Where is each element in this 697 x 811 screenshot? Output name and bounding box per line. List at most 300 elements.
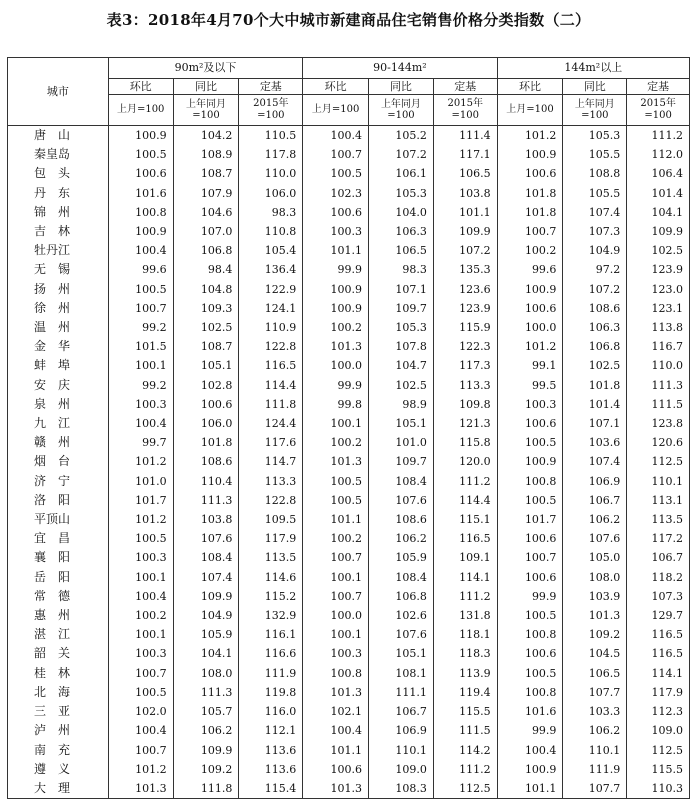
index-value-cell: 101.3 bbox=[563, 606, 627, 625]
table-row bbox=[8, 241, 690, 260]
index-value-cell: 116.7 bbox=[627, 337, 690, 356]
index-value-cell: 100.9 bbox=[497, 280, 563, 299]
index-value-cell: 104.0 bbox=[369, 203, 434, 222]
index-value-cell: 112.0 bbox=[627, 145, 690, 164]
city-name-cell: 包 头 bbox=[8, 164, 109, 183]
index-value-cell: 113.6 bbox=[239, 760, 303, 779]
metric-header: 同比 bbox=[173, 79, 239, 95]
city-name-cell: 丹 东 bbox=[8, 184, 109, 203]
index-value-cell: 107.6 bbox=[369, 625, 434, 644]
table-row bbox=[8, 318, 690, 337]
index-value-cell: 122.8 bbox=[239, 337, 303, 356]
index-value-cell: 108.0 bbox=[563, 568, 627, 587]
index-value-cell: 102.3 bbox=[303, 184, 369, 203]
index-value-cell: 108.6 bbox=[173, 452, 239, 471]
index-value-cell: 101.0 bbox=[108, 472, 173, 491]
index-value-cell: 111.2 bbox=[433, 760, 497, 779]
index-value-cell: 106.2 bbox=[563, 510, 627, 529]
index-value-cell: 106.2 bbox=[173, 721, 239, 740]
index-value-cell: 105.7 bbox=[173, 702, 239, 721]
table-row bbox=[8, 222, 690, 241]
index-value-cell: 122.3 bbox=[433, 337, 497, 356]
index-value-cell: 106.7 bbox=[627, 548, 690, 567]
index-value-cell: 115.8 bbox=[433, 433, 497, 452]
metric-header: 环比 bbox=[108, 79, 173, 95]
index-value-cell: 108.4 bbox=[369, 472, 434, 491]
index-value-cell: 106.7 bbox=[563, 491, 627, 510]
table-row bbox=[8, 741, 690, 760]
index-value-cell: 100.3 bbox=[303, 222, 369, 241]
index-value-cell: 103.9 bbox=[563, 587, 627, 606]
index-value-cell: 102.5 bbox=[173, 318, 239, 337]
index-value-cell: 104.9 bbox=[173, 606, 239, 625]
index-value-cell: 100.3 bbox=[108, 548, 173, 567]
index-value-cell: 105.9 bbox=[369, 548, 434, 567]
index-value-cell: 109.1 bbox=[433, 548, 497, 567]
index-value-cell: 100.6 bbox=[108, 164, 173, 183]
index-value-cell: 113.3 bbox=[433, 376, 497, 395]
index-value-cell: 100.7 bbox=[303, 145, 369, 164]
base-header: 上月=100 bbox=[303, 95, 369, 126]
index-value-cell: 105.5 bbox=[563, 145, 627, 164]
index-value-cell: 108.9 bbox=[173, 145, 239, 164]
index-value-cell: 101.6 bbox=[497, 702, 563, 721]
index-value-cell: 100.2 bbox=[303, 318, 369, 337]
metric-header: 环比 bbox=[497, 79, 563, 95]
index-value-cell: 123.9 bbox=[433, 299, 497, 318]
index-value-cell: 98.3 bbox=[239, 203, 303, 222]
index-value-cell: 100.4 bbox=[303, 721, 369, 740]
index-value-cell: 104.1 bbox=[627, 203, 690, 222]
index-value-cell: 98.9 bbox=[369, 395, 434, 414]
index-value-cell: 114.1 bbox=[627, 664, 690, 683]
index-value-cell: 113.1 bbox=[627, 491, 690, 510]
group-header-medium: 90-144m² bbox=[303, 58, 497, 79]
city-name-cell: 三 亚 bbox=[8, 702, 109, 721]
index-value-cell: 113.5 bbox=[627, 510, 690, 529]
city-name-cell: 金 华 bbox=[8, 337, 109, 356]
index-value-cell: 105.1 bbox=[173, 356, 239, 375]
index-value-cell: 110.1 bbox=[369, 741, 434, 760]
index-value-cell: 118.2 bbox=[627, 568, 690, 587]
index-value-cell: 100.8 bbox=[497, 472, 563, 491]
index-value-cell: 106.3 bbox=[563, 318, 627, 337]
index-value-cell: 114.4 bbox=[239, 376, 303, 395]
index-value-cell: 110.5 bbox=[239, 126, 303, 146]
table-row bbox=[8, 184, 690, 203]
index-value-cell: 109.7 bbox=[369, 299, 434, 318]
index-value-cell: 100.5 bbox=[303, 472, 369, 491]
index-value-cell: 118.1 bbox=[433, 625, 497, 644]
group-header-small: 90m²及以下 bbox=[108, 58, 302, 79]
city-name-cell: 无 锡 bbox=[8, 260, 109, 279]
index-value-cell: 101.4 bbox=[627, 184, 690, 203]
city-name-cell: 泸 州 bbox=[8, 721, 109, 740]
index-value-cell: 107.7 bbox=[563, 779, 627, 799]
index-value-cell: 100.5 bbox=[108, 145, 173, 164]
index-value-cell: 121.3 bbox=[433, 414, 497, 433]
index-value-cell: 100.3 bbox=[497, 395, 563, 414]
index-value-cell: 100.9 bbox=[303, 280, 369, 299]
index-value-cell: 104.1 bbox=[173, 644, 239, 663]
index-value-cell: 101.7 bbox=[108, 491, 173, 510]
city-name-cell: 九 江 bbox=[8, 414, 109, 433]
index-value-cell: 99.6 bbox=[108, 260, 173, 279]
index-value-cell: 120.0 bbox=[433, 452, 497, 471]
index-value-cell: 109.8 bbox=[433, 395, 497, 414]
index-value-cell: 100.1 bbox=[303, 414, 369, 433]
city-name-cell: 南 充 bbox=[8, 741, 109, 760]
metric-header: 环比 bbox=[303, 79, 369, 95]
table-row bbox=[8, 529, 690, 548]
index-value-cell: 111.3 bbox=[627, 376, 690, 395]
city-name-cell: 吉 林 bbox=[8, 222, 109, 241]
index-value-cell: 100.3 bbox=[108, 644, 173, 663]
index-value-cell: 110.0 bbox=[627, 356, 690, 375]
city-name-cell: 赣 州 bbox=[8, 433, 109, 452]
index-value-cell: 110.3 bbox=[627, 779, 690, 799]
table-row bbox=[8, 568, 690, 587]
index-value-cell: 114.2 bbox=[433, 741, 497, 760]
index-value-cell: 102.6 bbox=[369, 606, 434, 625]
index-value-cell: 108.1 bbox=[369, 664, 434, 683]
index-value-cell: 101.2 bbox=[108, 510, 173, 529]
index-value-cell: 101.3 bbox=[303, 452, 369, 471]
index-value-cell: 113.6 bbox=[239, 741, 303, 760]
index-value-cell: 107.0 bbox=[173, 222, 239, 241]
base-header: 2015年=100 bbox=[627, 95, 690, 126]
index-value-cell: 99.8 bbox=[303, 395, 369, 414]
index-value-cell: 106.5 bbox=[433, 164, 497, 183]
index-value-cell: 100.3 bbox=[108, 395, 173, 414]
index-value-cell: 106.0 bbox=[239, 184, 303, 203]
index-value-cell: 107.1 bbox=[563, 414, 627, 433]
index-value-cell: 111.9 bbox=[239, 664, 303, 683]
index-value-cell: 104.2 bbox=[173, 126, 239, 146]
index-value-cell: 123.6 bbox=[433, 280, 497, 299]
table-row bbox=[8, 126, 690, 146]
index-value-cell: 115.1 bbox=[433, 510, 497, 529]
city-name-cell: 秦皇岛 bbox=[8, 145, 109, 164]
table-row bbox=[8, 491, 690, 510]
index-value-cell: 135.3 bbox=[433, 260, 497, 279]
index-value-cell: 105.4 bbox=[239, 241, 303, 260]
city-name-cell: 桂 林 bbox=[8, 664, 109, 683]
index-value-cell: 99.9 bbox=[303, 260, 369, 279]
index-value-cell: 99.6 bbox=[497, 260, 563, 279]
index-value-cell: 116.5 bbox=[433, 529, 497, 548]
index-value-cell: 101.0 bbox=[369, 433, 434, 452]
table-row bbox=[8, 280, 690, 299]
index-value-cell: 100.5 bbox=[108, 529, 173, 548]
table-row bbox=[8, 452, 690, 471]
base-header: 上年同月=100 bbox=[563, 95, 627, 126]
index-value-cell: 98.3 bbox=[369, 260, 434, 279]
index-value-cell: 111.4 bbox=[433, 126, 497, 146]
index-value-cell: 123.8 bbox=[627, 414, 690, 433]
index-value-cell: 108.6 bbox=[563, 299, 627, 318]
index-value-cell: 132.9 bbox=[239, 606, 303, 625]
index-value-cell: 109.7 bbox=[369, 452, 434, 471]
index-value-cell: 106.3 bbox=[369, 222, 434, 241]
index-value-cell: 124.1 bbox=[239, 299, 303, 318]
index-value-cell: 102.0 bbox=[108, 702, 173, 721]
city-name-cell: 唐 山 bbox=[8, 126, 109, 146]
table-row bbox=[8, 260, 690, 279]
base-header: 2015年=100 bbox=[433, 95, 497, 126]
city-name-cell: 洛 阳 bbox=[8, 491, 109, 510]
index-value-cell: 111.3 bbox=[173, 491, 239, 510]
index-value-cell: 131.8 bbox=[433, 606, 497, 625]
table-row bbox=[8, 779, 690, 799]
base-header: 上月=100 bbox=[497, 95, 563, 126]
index-value-cell: 100.4 bbox=[108, 587, 173, 606]
index-value-cell: 116.1 bbox=[239, 625, 303, 644]
index-value-cell: 100.7 bbox=[497, 222, 563, 241]
table-row bbox=[8, 644, 690, 663]
table-body bbox=[8, 126, 690, 799]
index-value-cell: 115.4 bbox=[239, 779, 303, 799]
index-value-cell: 100.7 bbox=[303, 587, 369, 606]
index-value-cell: 122.9 bbox=[239, 280, 303, 299]
index-value-cell: 108.7 bbox=[173, 164, 239, 183]
table-row bbox=[8, 145, 690, 164]
index-value-cell: 103.8 bbox=[173, 510, 239, 529]
index-value-cell: 101.2 bbox=[497, 337, 563, 356]
index-value-cell: 107.6 bbox=[369, 491, 434, 510]
index-value-cell: 116.5 bbox=[627, 625, 690, 644]
index-value-cell: 115.5 bbox=[433, 702, 497, 721]
index-value-cell: 106.0 bbox=[173, 414, 239, 433]
index-value-cell: 108.0 bbox=[173, 664, 239, 683]
index-value-cell: 105.2 bbox=[369, 126, 434, 146]
index-value-cell: 107.3 bbox=[563, 222, 627, 241]
index-value-cell: 97.2 bbox=[563, 260, 627, 279]
index-value-cell: 111.9 bbox=[563, 760, 627, 779]
index-value-cell: 113.5 bbox=[239, 548, 303, 567]
city-name-cell: 常 德 bbox=[8, 587, 109, 606]
index-value-cell: 100.8 bbox=[497, 683, 563, 702]
table-row bbox=[8, 760, 690, 779]
index-value-cell: 101.7 bbox=[497, 510, 563, 529]
index-value-cell: 102.5 bbox=[369, 376, 434, 395]
index-value-cell: 101.8 bbox=[563, 376, 627, 395]
index-value-cell: 105.3 bbox=[369, 184, 434, 203]
index-value-cell: 106.8 bbox=[369, 587, 434, 606]
index-value-cell: 107.4 bbox=[563, 452, 627, 471]
table-row bbox=[8, 433, 690, 452]
index-value-cell: 100.4 bbox=[303, 126, 369, 146]
index-value-cell: 100.1 bbox=[303, 568, 369, 587]
index-value-cell: 99.2 bbox=[108, 376, 173, 395]
index-value-cell: 99.9 bbox=[497, 587, 563, 606]
index-value-cell: 123.9 bbox=[627, 260, 690, 279]
index-value-cell: 108.4 bbox=[369, 568, 434, 587]
index-value-cell: 112.1 bbox=[239, 721, 303, 740]
index-value-cell: 99.1 bbox=[497, 356, 563, 375]
index-value-cell: 107.2 bbox=[369, 145, 434, 164]
city-name-cell: 蚌 埠 bbox=[8, 356, 109, 375]
index-value-cell: 111.2 bbox=[433, 472, 497, 491]
index-value-cell: 117.6 bbox=[239, 433, 303, 452]
index-value-cell: 100.7 bbox=[303, 548, 369, 567]
group-header-large: 144m²以上 bbox=[497, 58, 689, 79]
index-value-cell: 100.7 bbox=[497, 548, 563, 567]
city-name-cell: 遵 义 bbox=[8, 760, 109, 779]
index-value-cell: 106.2 bbox=[563, 721, 627, 740]
index-value-cell: 101.1 bbox=[497, 779, 563, 799]
index-value-cell: 106.9 bbox=[369, 721, 434, 740]
city-name-cell: 湛 江 bbox=[8, 625, 109, 644]
index-value-cell: 98.4 bbox=[173, 260, 239, 279]
index-value-cell: 115.5 bbox=[627, 760, 690, 779]
index-value-cell: 99.2 bbox=[108, 318, 173, 337]
index-value-cell: 109.0 bbox=[369, 760, 434, 779]
index-value-cell: 106.4 bbox=[627, 164, 690, 183]
index-value-cell: 102.8 bbox=[173, 376, 239, 395]
index-value-cell: 100.2 bbox=[108, 606, 173, 625]
index-value-cell: 100.9 bbox=[497, 145, 563, 164]
index-value-cell: 107.6 bbox=[173, 529, 239, 548]
index-value-cell: 116.0 bbox=[239, 702, 303, 721]
index-value-cell: 104.5 bbox=[563, 644, 627, 663]
index-value-cell: 109.9 bbox=[173, 741, 239, 760]
table-row bbox=[8, 664, 690, 683]
index-value-cell: 100.9 bbox=[497, 452, 563, 471]
index-value-cell: 100.5 bbox=[303, 164, 369, 183]
table-row bbox=[8, 299, 690, 318]
index-value-cell: 107.1 bbox=[369, 280, 434, 299]
index-value-cell: 117.2 bbox=[627, 529, 690, 548]
index-value-cell: 114.4 bbox=[433, 491, 497, 510]
index-value-cell: 108.4 bbox=[173, 548, 239, 567]
table-row bbox=[8, 587, 690, 606]
index-value-cell: 106.9 bbox=[563, 472, 627, 491]
index-value-cell: 104.7 bbox=[369, 356, 434, 375]
table-row bbox=[8, 356, 690, 375]
index-value-cell: 100.9 bbox=[108, 222, 173, 241]
index-value-cell: 100.0 bbox=[497, 318, 563, 337]
index-value-cell: 100.1 bbox=[108, 625, 173, 644]
table-row bbox=[8, 510, 690, 529]
table-row bbox=[8, 683, 690, 702]
city-name-cell: 惠 州 bbox=[8, 606, 109, 625]
index-value-cell: 110.4 bbox=[173, 472, 239, 491]
index-value-cell: 108.8 bbox=[563, 164, 627, 183]
index-value-cell: 101.8 bbox=[173, 433, 239, 452]
index-value-cell: 106.5 bbox=[369, 241, 434, 260]
index-value-cell: 115.2 bbox=[239, 587, 303, 606]
index-value-cell: 124.4 bbox=[239, 414, 303, 433]
index-value-cell: 109.9 bbox=[627, 222, 690, 241]
table-row bbox=[8, 376, 690, 395]
base-header: 2015年=100 bbox=[239, 95, 303, 126]
index-value-cell: 100.5 bbox=[108, 683, 173, 702]
index-value-cell: 100.4 bbox=[108, 414, 173, 433]
city-name-cell: 韶 关 bbox=[8, 644, 109, 663]
index-value-cell: 100.8 bbox=[497, 625, 563, 644]
city-name-cell: 宜 昌 bbox=[8, 529, 109, 548]
index-value-cell: 100.2 bbox=[303, 529, 369, 548]
metric-header: 定基 bbox=[627, 79, 690, 95]
index-value-cell: 101.1 bbox=[303, 741, 369, 760]
index-value-cell: 100.7 bbox=[108, 741, 173, 760]
index-value-cell: 119.8 bbox=[239, 683, 303, 702]
index-value-cell: 110.9 bbox=[239, 318, 303, 337]
index-value-cell: 100.5 bbox=[303, 491, 369, 510]
index-value-cell: 108.6 bbox=[369, 510, 434, 529]
index-value-cell: 100.5 bbox=[108, 280, 173, 299]
index-value-cell: 101.3 bbox=[303, 337, 369, 356]
index-value-cell: 104.8 bbox=[173, 280, 239, 299]
index-value-cell: 107.2 bbox=[563, 280, 627, 299]
index-value-cell: 123.0 bbox=[627, 280, 690, 299]
metric-header: 定基 bbox=[239, 79, 303, 95]
index-value-cell: 103.3 bbox=[563, 702, 627, 721]
index-value-cell: 107.4 bbox=[173, 568, 239, 587]
metric-header: 同比 bbox=[563, 79, 627, 95]
index-value-cell: 99.7 bbox=[108, 433, 173, 452]
index-value-cell: 100.8 bbox=[108, 203, 173, 222]
metric-header: 同比 bbox=[369, 79, 434, 95]
index-value-cell: 107.3 bbox=[627, 587, 690, 606]
index-value-cell: 100.4 bbox=[108, 241, 173, 260]
index-value-cell: 100.1 bbox=[303, 625, 369, 644]
index-value-cell: 110.8 bbox=[239, 222, 303, 241]
index-value-cell: 111.8 bbox=[239, 395, 303, 414]
city-name-cell: 温 州 bbox=[8, 318, 109, 337]
index-value-cell: 116.5 bbox=[627, 644, 690, 663]
index-value-cell: 106.7 bbox=[369, 702, 434, 721]
city-column-header: 城市 bbox=[8, 58, 109, 126]
index-value-cell: 100.0 bbox=[303, 606, 369, 625]
index-value-cell: 107.2 bbox=[433, 241, 497, 260]
city-name-cell: 扬 州 bbox=[8, 280, 109, 299]
index-value-cell: 101.2 bbox=[497, 126, 563, 146]
index-value-cell: 100.6 bbox=[173, 395, 239, 414]
city-name-cell: 平顶山 bbox=[8, 510, 109, 529]
city-name-cell: 泉 州 bbox=[8, 395, 109, 414]
index-value-cell: 111.3 bbox=[173, 683, 239, 702]
index-value-cell: 101.1 bbox=[433, 203, 497, 222]
index-value-cell: 120.6 bbox=[627, 433, 690, 452]
index-value-cell: 105.3 bbox=[563, 126, 627, 146]
index-value-cell: 100.7 bbox=[108, 664, 173, 683]
index-value-cell: 101.1 bbox=[303, 510, 369, 529]
index-value-cell: 111.1 bbox=[369, 683, 434, 702]
index-value-cell: 105.1 bbox=[369, 644, 434, 663]
table-row bbox=[8, 395, 690, 414]
index-value-cell: 116.6 bbox=[239, 644, 303, 663]
index-value-cell: 107.8 bbox=[369, 337, 434, 356]
index-value-cell: 106.1 bbox=[369, 164, 434, 183]
index-value-cell: 111.5 bbox=[627, 395, 690, 414]
index-value-cell: 110.0 bbox=[239, 164, 303, 183]
index-value-cell: 114.7 bbox=[239, 452, 303, 471]
table-row bbox=[8, 606, 690, 625]
index-value-cell: 105.9 bbox=[173, 625, 239, 644]
index-value-cell: 100.6 bbox=[303, 760, 369, 779]
table-title: 表3：2018年4月70个大中城市新建商品住宅销售价格分类指数（二） bbox=[106, 11, 591, 29]
index-value-cell: 109.9 bbox=[433, 222, 497, 241]
index-value-cell: 110.1 bbox=[627, 472, 690, 491]
index-value-cell: 119.4 bbox=[433, 683, 497, 702]
table-row bbox=[8, 337, 690, 356]
index-value-cell: 116.5 bbox=[239, 356, 303, 375]
base-header: 上年同月=100 bbox=[369, 95, 434, 126]
index-value-cell: 107.4 bbox=[563, 203, 627, 222]
index-value-cell: 129.7 bbox=[627, 606, 690, 625]
